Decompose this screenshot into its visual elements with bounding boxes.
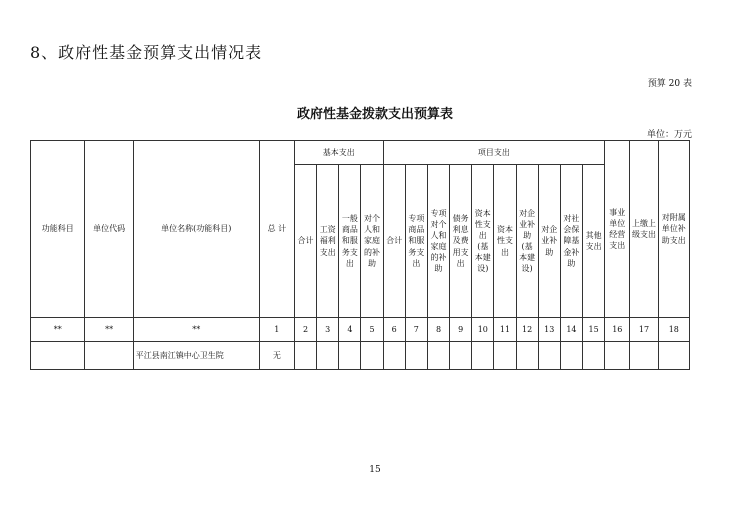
table-cell — [294, 342, 316, 370]
table-cell — [339, 342, 361, 370]
index-cell: 9 — [450, 318, 472, 342]
table-cell — [658, 342, 689, 370]
header-project-col: 债务 利息 及费 用支 出 — [450, 165, 472, 318]
index-cell: 3 — [317, 318, 339, 342]
index-cell: 10 — [472, 318, 494, 342]
table-cell — [630, 342, 658, 370]
header-func-subject: 功能科目 — [31, 141, 85, 318]
header-project-col: 资本 性支 出 (基 本建 设) — [472, 165, 494, 318]
header-project-col: 对企 业补 助 — [538, 165, 560, 318]
header-unit-name: 单位名称(功能科目) — [133, 141, 259, 318]
index-cell: 11 — [494, 318, 516, 342]
table-cell — [405, 342, 427, 370]
index-cell: 15 — [583, 318, 605, 342]
table-cell — [383, 342, 405, 370]
index-cell: 12 — [516, 318, 538, 342]
table-cell — [516, 342, 538, 370]
header-unit-code: 单位代码 — [85, 141, 133, 318]
table-code: 预算 20 表 — [647, 79, 692, 89]
table-cell — [583, 342, 605, 370]
header-project-group: 项目支出 — [383, 141, 605, 165]
table-cell — [472, 342, 494, 370]
index-cell: 4 — [339, 318, 361, 342]
header-basic-group: 基本支出 — [294, 141, 383, 165]
index-cell: 13 — [538, 318, 560, 342]
index-cell: 2 — [294, 318, 316, 342]
header-extra-col: 上缴上 级支出 — [630, 141, 658, 318]
table-cell — [560, 342, 582, 370]
page-number: 15 — [369, 465, 381, 475]
header-project-col: 其他 支出 — [583, 165, 605, 318]
cell-total: 无 — [259, 342, 294, 370]
cell-unit-name: 平江县南江镇中心卫生院 — [133, 342, 259, 370]
index-cell: ** — [31, 318, 85, 342]
header-basic-col: 对个 人和 家庭 的补 助 — [361, 165, 383, 318]
header-project-col: 对企 业补 助 (基 本建 设) — [516, 165, 538, 318]
index-cell: 1 — [259, 318, 294, 342]
table-cell — [361, 342, 383, 370]
cell-func-subject — [31, 342, 85, 370]
section-title: 8、政府性基金预算支出情况表 — [30, 43, 263, 62]
index-cell: 8 — [427, 318, 449, 342]
table-cell — [427, 342, 449, 370]
header-total: 总 计 — [259, 141, 294, 318]
header-basic-col: 合计 — [294, 165, 316, 318]
header-project-col: 对社 会保 障基 金补 助 — [560, 165, 582, 318]
index-cell: 18 — [658, 318, 689, 342]
index-row — [31, 318, 690, 342]
header-basic-col: 一般 商品 和服 务支 出 — [339, 165, 361, 318]
header-project-col: 合计 — [383, 165, 405, 318]
table-cell — [605, 342, 630, 370]
table-cell — [450, 342, 472, 370]
header-project-col: 资本 性支 出 — [494, 165, 516, 318]
cell-unit-code — [85, 342, 133, 370]
budget-table — [30, 140, 690, 370]
header-extra-col: 对附属 单位补 助支出 — [658, 141, 689, 318]
header-basic-col: 工资 福利 支出 — [317, 165, 339, 318]
table-cell — [538, 342, 560, 370]
header-project-col: 专项 商品 和服 务支 出 — [405, 165, 427, 318]
index-cell: 17 — [630, 318, 658, 342]
index-cell: ** — [133, 318, 259, 342]
table-cell — [317, 342, 339, 370]
index-cell: 5 — [361, 318, 383, 342]
index-cell: 6 — [383, 318, 405, 342]
index-cell: 7 — [405, 318, 427, 342]
index-cell: 16 — [605, 318, 630, 342]
header-extra-col: 事业 单位 经营 支出 — [605, 141, 630, 318]
table-cell — [494, 342, 516, 370]
unit-label: 单位：万元 — [646, 130, 692, 140]
index-cell: 14 — [560, 318, 582, 342]
index-cell: ** — [85, 318, 133, 342]
page-title: 政府性基金拨款支出预算表 — [296, 107, 453, 122]
table-row — [31, 342, 690, 370]
header-project-col: 专项 对个 人和 家庭 的补 助 — [427, 165, 449, 318]
